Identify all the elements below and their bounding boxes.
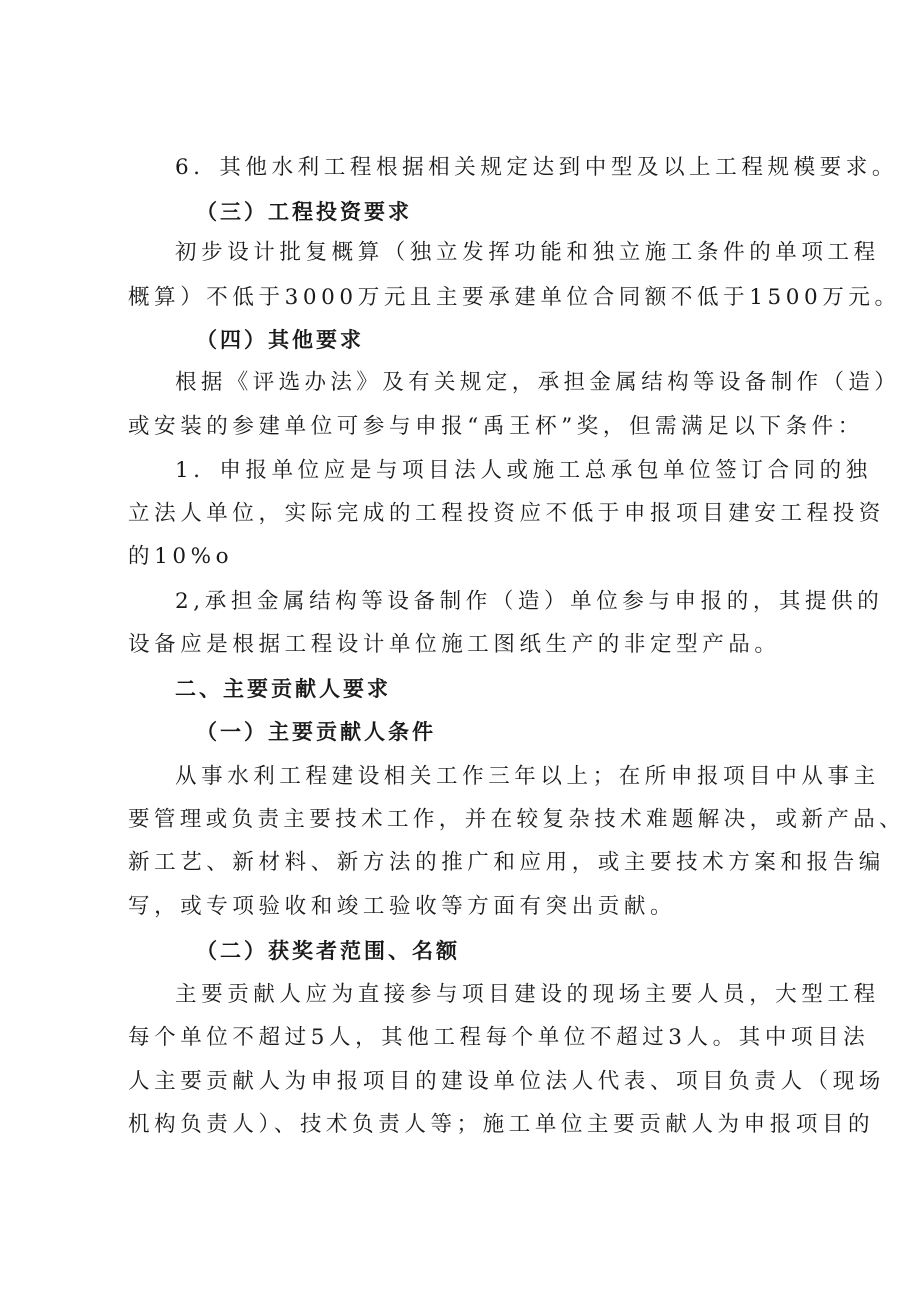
paragraph-line: 人主要贡献人为申报项目的建设单位法人代表、项目负责人（现场 bbox=[128, 1069, 885, 1094]
paragraph-line: 概算）不低于3000万元且主要承建单位合同额不低于1500万元。 bbox=[128, 285, 901, 310]
paragraph-line: 1．申报单位应是与项目法人或施工总承包单位签订合同的独 bbox=[175, 458, 872, 483]
section-heading: （四）其他要求 bbox=[196, 328, 364, 352]
paragraph-line: 每个单位不超过5人，其他工程每个单位不超过3人。其中项目法 bbox=[128, 1025, 870, 1050]
paragraph-line: 要管理或负责主要技术工作，并在较复杂技术难题解决，或新产品、 bbox=[128, 807, 906, 832]
paragraph-line: 的10%o bbox=[128, 544, 234, 569]
paragraph-line: 根据《评选办法》及有关规定，承担金属结构等设备制作（造） bbox=[175, 370, 901, 395]
section-heading: （三）工程投资要求 bbox=[196, 200, 412, 224]
paragraph-line: 机构负责人）、技术负责人等；施工单位主要贡献人为申报项目的 bbox=[128, 1112, 875, 1137]
paragraph-line: 立法人单位，实际完成的工程投资应不低于申报项目建安工程投资 bbox=[128, 501, 885, 526]
paragraph-line: 写，或专项验收和竣工验收等方面有突出贡献。 bbox=[128, 894, 677, 919]
paragraph-line: 从事水利工程建设相关工作三年以上；在所申报项目中从事主 bbox=[175, 764, 880, 789]
paragraph-line: 新工艺、新材料、新方法的推广和应用，或主要技术方案和报告编 bbox=[128, 850, 885, 875]
paragraph-line: 主要贡献人应为直接参与项目建设的现场主要人员，大型工程 bbox=[175, 982, 880, 1007]
chapter-heading: 二、主要贡献人要求 bbox=[175, 677, 391, 701]
section-heading: （一）主要贡献人条件 bbox=[196, 720, 436, 744]
paragraph-line: 2,承担金属结构等设备制作（造）单位参与申报的，其提供的 bbox=[175, 589, 884, 614]
paragraph-line: 设备应是根据工程设计单位施工图纸生产的非定型产品。 bbox=[128, 632, 781, 657]
paragraph-line: 6．其他水利工程根据相关规定达到中型及以上工程规模要求。 bbox=[175, 155, 898, 180]
paragraph-line: 或安装的参建单位可参与申报“禹王杯”奖，但需满足以下条件： bbox=[128, 414, 864, 439]
section-heading: （二）获奖者范围、名额 bbox=[196, 939, 460, 963]
paragraph-line: 初步设计批复概算（独立发挥功能和独立施工条件的单项工程 bbox=[175, 240, 880, 265]
